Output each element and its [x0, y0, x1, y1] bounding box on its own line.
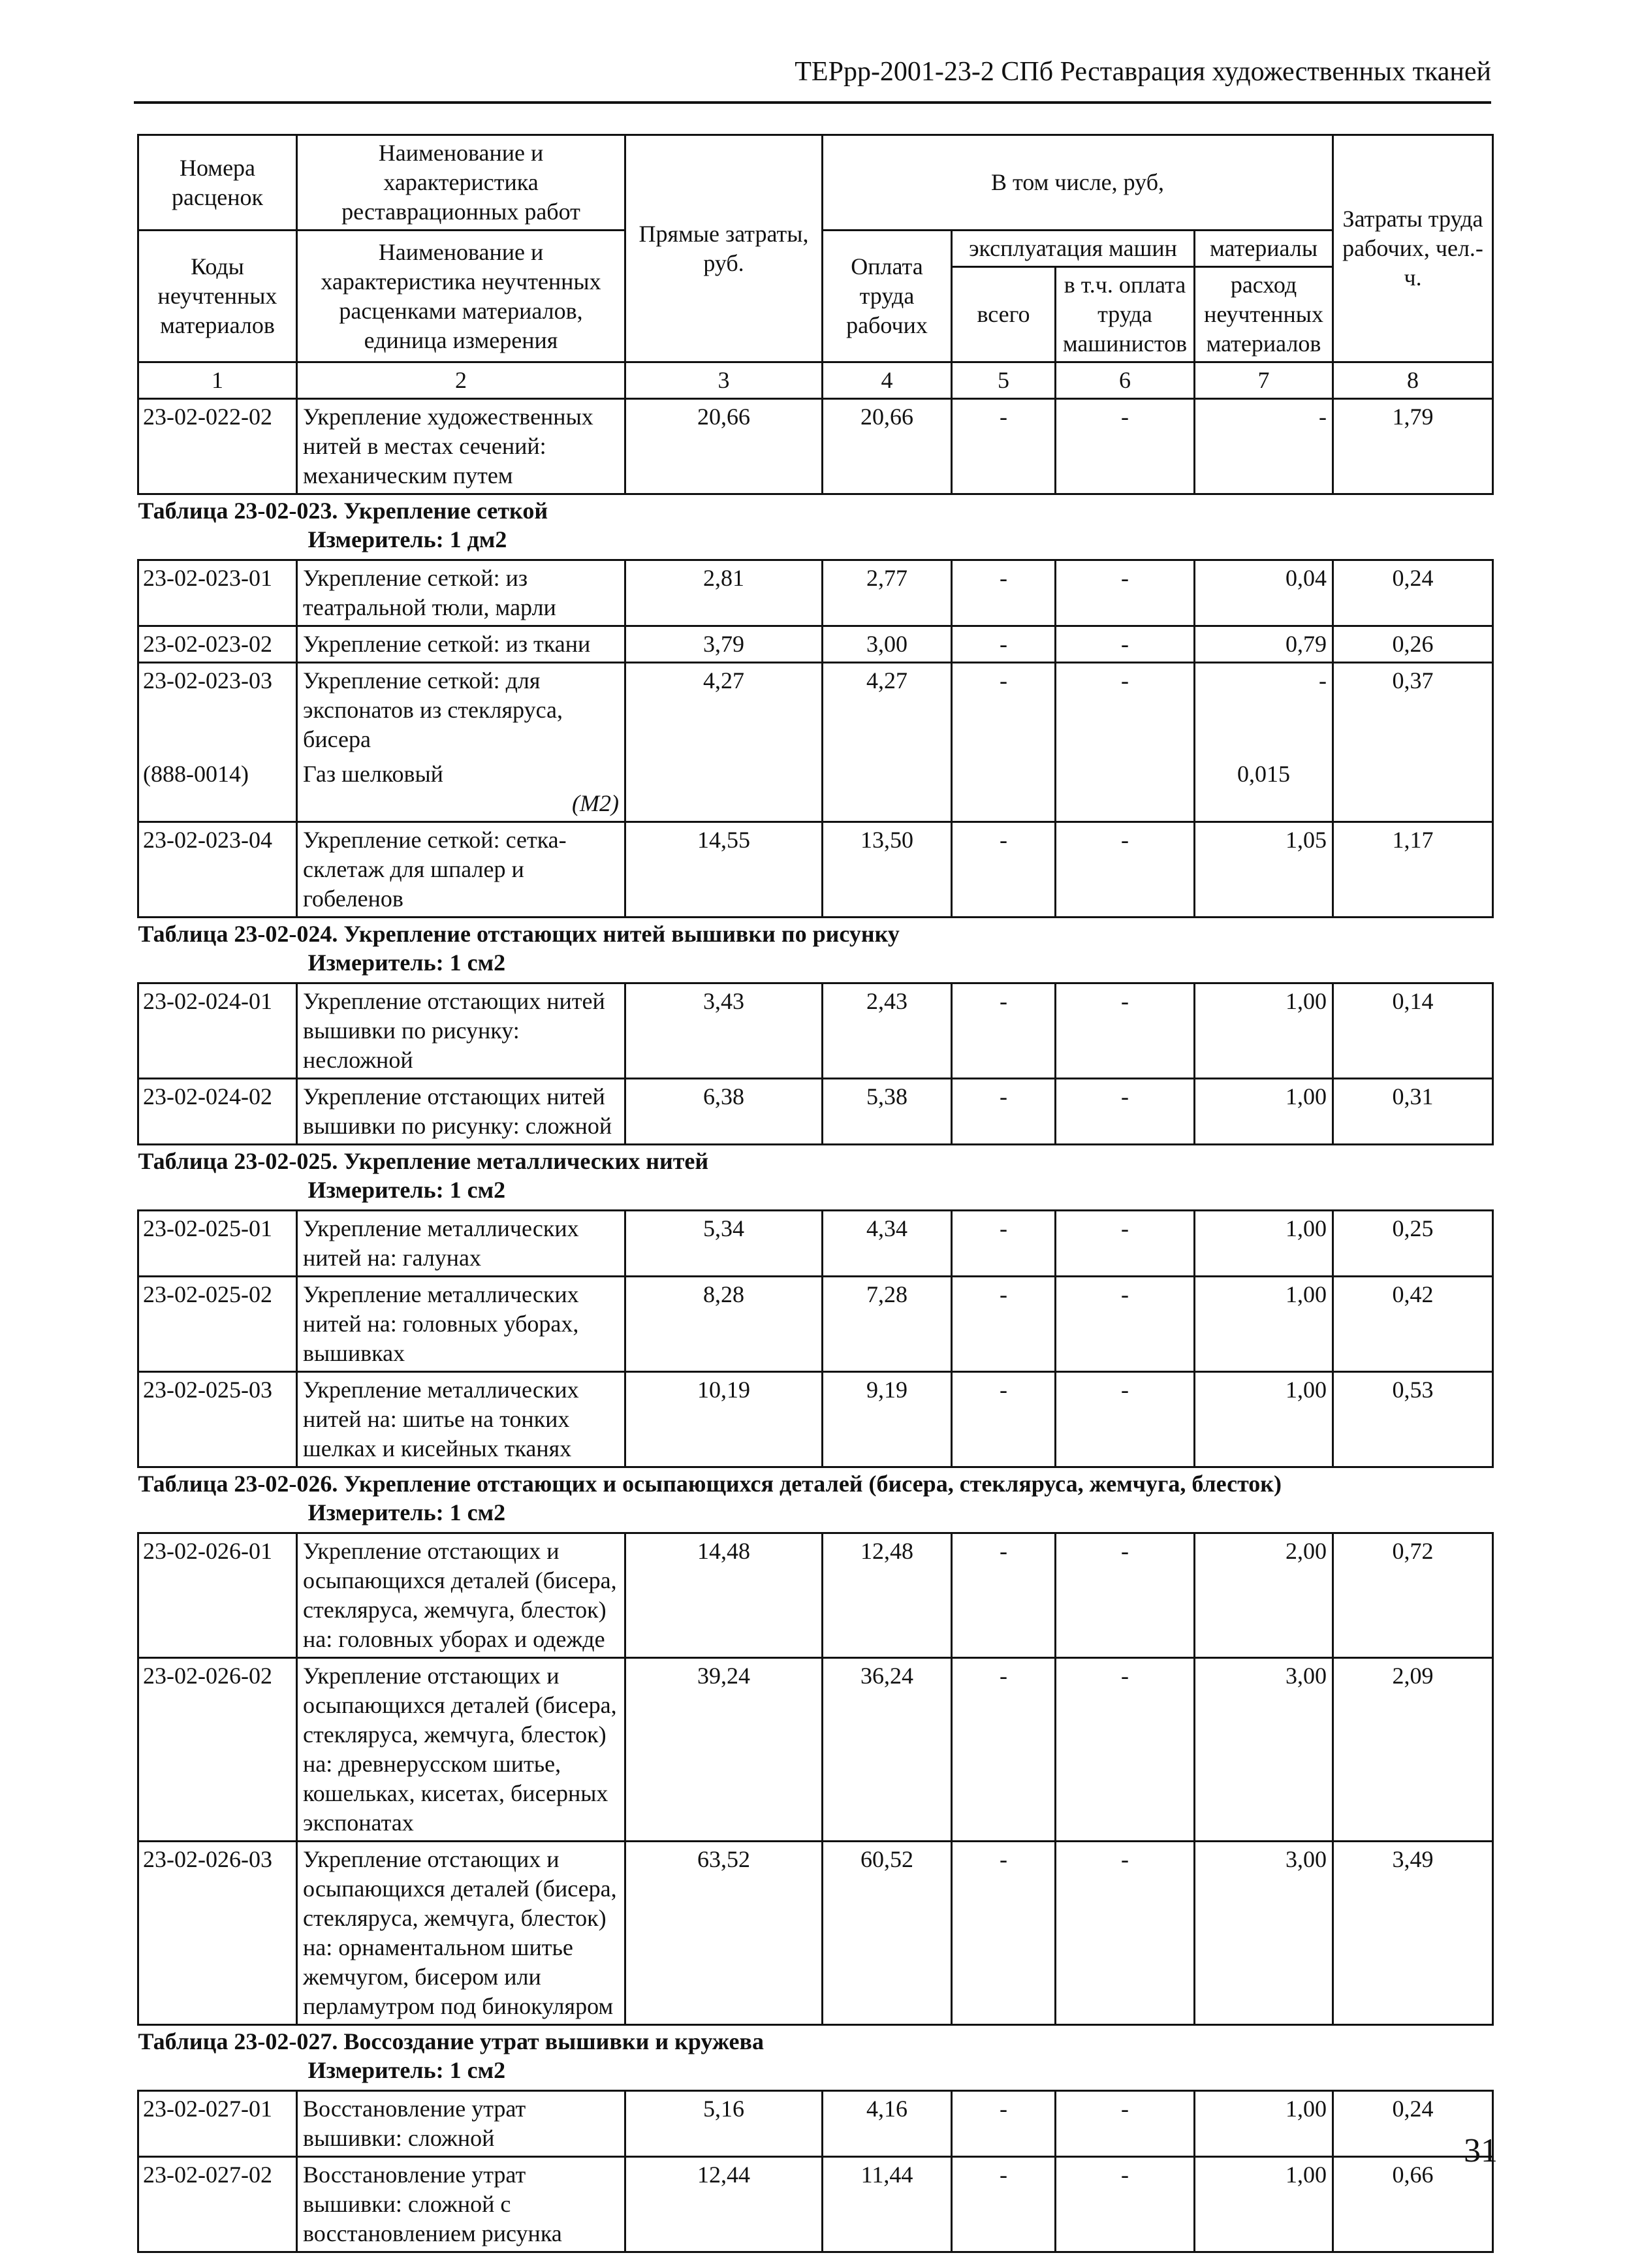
measure-unit: Измеритель: 1 см2: [308, 950, 506, 976]
direct-cost: 2,81: [625, 560, 823, 626]
machines-total: -: [952, 1211, 1056, 1277]
materials-cost: 1,00: [1195, 1211, 1333, 1277]
table-row: [138, 399, 1493, 494]
materials-cost: 1,00: [1195, 1372, 1333, 1467]
rate-code: 23-02-023-02: [138, 626, 297, 663]
machines-total: -: [952, 822, 1056, 918]
materials-cost: -: [1195, 663, 1333, 758]
col-incl: В том числе, руб,: [823, 135, 1333, 231]
rate-name: Укрепление металлических нитей на: шитье на тонких шелках и кисейных тканях: [297, 1372, 625, 1467]
col-mach-total: всего: [952, 267, 1056, 362]
rate-name: Укрепление отстающих и осыпающихся деталей (бисера, стекляруса, жемчуга, блесток) на: древнерусском шитье, кошельках, кисетах, бисерных экспонатах: [297, 1658, 625, 1842]
col-labor: Затраты труда рабочих, чел.-ч.: [1333, 135, 1493, 362]
machines-total: -: [952, 663, 1056, 822]
rate-code: 23-02-026-02: [138, 1658, 297, 1842]
labor-hours: 0,72: [1333, 1533, 1493, 1658]
table-row: [138, 822, 1493, 918]
machines-total: -: [952, 1533, 1056, 1658]
col-materials: материалы: [1195, 231, 1333, 267]
machinist-pay: -: [1056, 626, 1195, 663]
labor-pay: 7,28: [823, 1277, 952, 1372]
labor-hours: 3,49: [1333, 1842, 1493, 2025]
labor-hours: 0,24: [1333, 560, 1493, 626]
header-rule: [134, 101, 1491, 104]
labor-hours: 0,26: [1333, 626, 1493, 663]
machines-total: -: [952, 1079, 1056, 1145]
rate-name: Укрепление сеткой: из ткани: [297, 626, 625, 663]
rate-name: Восстановление утрат вышивки: сложной с восстановлением рисунка: [297, 2157, 625, 2252]
labor-pay: 4,27: [823, 663, 952, 822]
labor-pay: 36,24: [823, 1658, 952, 1842]
machines-total: -: [952, 2091, 1056, 2157]
machinist-pay: -: [1056, 663, 1195, 822]
machinist-pay: -: [1056, 399, 1195, 494]
materials-cost: 1,00: [1195, 1079, 1333, 1145]
materials-cost: 3,00: [1195, 1658, 1333, 1842]
machines-total: -: [952, 399, 1056, 494]
section-heading: [138, 918, 1493, 949]
col-number: 5: [952, 362, 1056, 399]
direct-cost: 6,38: [625, 1079, 823, 1145]
col-number: 8: [1333, 362, 1493, 399]
direct-cost: 3,43: [625, 983, 823, 1079]
machinist-pay: -: [1056, 560, 1195, 626]
measure-unit: Измеритель: 1 см2: [308, 1499, 506, 1525]
rate-name: Укрепление отстающих и осыпающихся деталей (бисера, стекляруса, жемчуга, блесток) на: орнаментальном шитье жемчугом, бисером или перламутром под бинокуляром: [297, 1842, 625, 2025]
machinist-pay: -: [1056, 1842, 1195, 2025]
table-row: [138, 663, 1493, 758]
section-heading: [138, 1145, 1493, 1176]
labor-hours: 0,14: [1333, 983, 1493, 1079]
machinist-pay: -: [1056, 2157, 1195, 2252]
direct-cost: 39,24: [625, 1658, 823, 1842]
materials-cost: 1,00: [1195, 983, 1333, 1079]
rate-name: Укрепление сеткой: для экспонатов из стекляруса, бисера: [297, 663, 625, 758]
rate-name: Восстановление утрат вышивки: сложной: [297, 2091, 625, 2157]
machinist-pay: -: [1056, 1211, 1195, 1277]
rate-code: 23-02-022-02: [138, 399, 297, 494]
rate-name: Укрепление сеткой: сетка-склетаж для шпалер и гобеленов: [297, 822, 625, 918]
material-quantity: 0,015: [1195, 757, 1333, 822]
table-row: [138, 1372, 1493, 1467]
rate-code: 23-02-024-02: [138, 1079, 297, 1145]
column-numbers-row: [138, 362, 1493, 399]
direct-cost: 8,28: [625, 1277, 823, 1372]
direct-cost: 10,19: [625, 1372, 823, 1467]
direct-cost: 4,27: [625, 663, 823, 822]
col-number: 3: [625, 362, 823, 399]
material-unit: (М2): [572, 790, 619, 816]
table-row: [138, 626, 1493, 663]
col-pay: Оплата труда рабочих: [823, 231, 952, 362]
labor-pay: 2,77: [823, 560, 952, 626]
machines-total: -: [952, 2157, 1056, 2252]
col-number: 2: [297, 362, 625, 399]
labor-hours: 0,31: [1333, 1079, 1493, 1145]
materials-cost: 1,00: [1195, 2157, 1333, 2252]
labor-pay: 5,38: [823, 1079, 952, 1145]
labor-pay: 12,48: [823, 1533, 952, 1658]
table-row: [138, 2157, 1493, 2252]
measure-unit: Измеритель: 1 дм2: [308, 526, 507, 552]
material-code: (888-0014): [138, 757, 297, 822]
section-title: Таблица 23-02-026. Укрепление отстающих и осыпающихся деталей (бисера, стекляруса, жемчуга, блесток): [138, 1471, 1282, 1497]
rate-name: Укрепление металлических нитей на: галунах: [297, 1211, 625, 1277]
rate-code: 23-02-024-01: [138, 983, 297, 1079]
machinist-pay: -: [1056, 1277, 1195, 1372]
col-number: 6: [1056, 362, 1195, 399]
rate-name: Укрепление сеткой: из театральной тюли, марли: [297, 560, 625, 626]
materials-cost: -: [1195, 399, 1333, 494]
table-row: [138, 2091, 1493, 2157]
direct-cost: 20,66: [625, 399, 823, 494]
section-measure: [138, 948, 1493, 983]
section-measure: [138, 525, 1493, 560]
direct-cost: 14,48: [625, 1533, 823, 1658]
col-mat-use: расход неучтенных материалов: [1195, 267, 1333, 362]
section-title: Таблица 23-02-027. Воссоздание утрат вышивки и кружева: [138, 2028, 764, 2054]
machines-total: -: [952, 1277, 1056, 1372]
section-measure: [138, 2056, 1493, 2091]
col-num-bottom: Коды неучтенных материалов: [138, 231, 297, 362]
direct-cost: 3,79: [625, 626, 823, 663]
materials-cost: 1,00: [1195, 2091, 1333, 2157]
labor-hours: 2,09: [1333, 1658, 1493, 1842]
rate-code: 23-02-025-02: [138, 1277, 297, 1372]
labor-pay: 4,16: [823, 2091, 952, 2157]
rate-code: 23-02-025-01: [138, 1211, 297, 1277]
rate-code: 23-02-026-03: [138, 1842, 297, 2025]
labor-pay: 3,00: [823, 626, 952, 663]
machinist-pay: -: [1056, 1658, 1195, 1842]
materials-cost: 3,00: [1195, 1842, 1333, 2025]
direct-cost: 14,55: [625, 822, 823, 918]
labor-hours: 0,66: [1333, 2157, 1493, 2252]
col-num-top: Номера расценок: [138, 135, 297, 231]
section-title: Таблица 23-02-025. Укрепление металлических нитей: [138, 1148, 709, 1174]
col-mach-pay: в т.ч. оплата труда машинистов: [1056, 267, 1195, 362]
machines-total: -: [952, 560, 1056, 626]
measure-unit: Измеритель: 1 см2: [308, 2057, 506, 2083]
table-row: [138, 560, 1493, 626]
machinist-pay: -: [1056, 1079, 1195, 1145]
table-row: [138, 1277, 1493, 1372]
materials-cost: 2,00: [1195, 1533, 1333, 1658]
header-row-1: [138, 135, 1493, 231]
measure-unit: Измеритель: 1 см2: [308, 1177, 506, 1203]
labor-pay: 13,50: [823, 822, 952, 918]
material-name: Газ шелковый: [303, 761, 443, 787]
labor-pay: 20,66: [823, 399, 952, 494]
direct-cost: 5,16: [625, 2091, 823, 2157]
rate-code: 23-02-027-01: [138, 2091, 297, 2157]
table-row: [138, 1211, 1493, 1277]
page-header-title: ТЕРрр-2001-23-2 СПб Реставрация художественных тканей: [795, 57, 1491, 87]
direct-cost: 12,44: [625, 2157, 823, 2252]
section-measure: [138, 1175, 1493, 1211]
table-row: [138, 1533, 1493, 1658]
direct-cost: 63,52: [625, 1842, 823, 2025]
page-number: 31: [1464, 2132, 1498, 2169]
rate-code: 23-02-023-03: [138, 663, 297, 758]
materials-cost: 0,04: [1195, 560, 1333, 626]
section-measure: [138, 1498, 1493, 1533]
labor-hours: 0,37: [1333, 663, 1493, 822]
materials-cost: 1,05: [1195, 822, 1333, 918]
table-row: [138, 1079, 1493, 1145]
labor-pay: 9,19: [823, 1372, 952, 1467]
labor-pay: 4,34: [823, 1211, 952, 1277]
rate-code: 23-02-025-03: [138, 1372, 297, 1467]
labor-hours: 0,53: [1333, 1372, 1493, 1467]
rate-name: Укрепление отстающих нитей вышивки по рисунку: несложной: [297, 983, 625, 1079]
col-machines: эксплуатация машин: [952, 231, 1195, 267]
rate-code: 23-02-023-04: [138, 822, 297, 918]
materials-cost: 0,79: [1195, 626, 1333, 663]
material-name-cell: [297, 757, 625, 822]
rate-code: 23-02-026-01: [138, 1533, 297, 1658]
machines-total: -: [952, 1842, 1056, 2025]
table-row: [138, 983, 1493, 1079]
col-number: 1: [138, 362, 297, 399]
table-row: [138, 1842, 1493, 2025]
section-heading: [138, 2025, 1493, 2056]
rate-name: Укрепление отстающих нитей вышивки по рисунку: сложной: [297, 1079, 625, 1145]
labor-hours: 0,24: [1333, 2091, 1493, 2157]
labor-hours: 0,42: [1333, 1277, 1493, 1372]
section-title: Таблица 23-02-023. Укрепление сеткой: [138, 498, 548, 524]
machinist-pay: -: [1056, 1372, 1195, 1467]
labor-hours: 1,79: [1333, 399, 1493, 494]
rates-sheet: [137, 134, 1492, 2253]
col-name-top: Наименование и характеристика реставрационных работ: [297, 135, 625, 231]
col-number: 7: [1195, 362, 1333, 399]
machines-total: -: [952, 1372, 1056, 1467]
labor-pay: 2,43: [823, 983, 952, 1079]
rate-name: Укрепление металлических нитей на: головных уборах, вышивках: [297, 1277, 625, 1372]
section-heading: [138, 494, 1493, 526]
rate-name: Укрепление художественных нитей в местах сечений: механическим путем: [297, 399, 625, 494]
machinist-pay: -: [1056, 2091, 1195, 2157]
machines-total: -: [952, 626, 1056, 663]
labor-pay: 60,52: [823, 1842, 952, 2025]
labor-pay: 11,44: [823, 2157, 952, 2252]
col-number: 4: [823, 362, 952, 399]
table-row: [138, 1658, 1493, 1842]
rate-code: 23-02-023-01: [138, 560, 297, 626]
labor-hours: 1,17: [1333, 822, 1493, 918]
rate-code: 23-02-027-02: [138, 2157, 297, 2252]
rate-name: Укрепление отстающих и осыпающихся деталей (бисера, стекляруса, жемчуга, блесток) на: головных уборах и одежде: [297, 1533, 625, 1658]
machinist-pay: -: [1056, 822, 1195, 918]
machinist-pay: -: [1056, 1533, 1195, 1658]
machines-total: -: [952, 1658, 1056, 1842]
materials-cost: 1,00: [1195, 1277, 1333, 1372]
col-name-bottom: Наименование и характеристика неучтенных расценками материалов, единица измерения: [297, 231, 625, 362]
machines-total: -: [952, 983, 1056, 1079]
labor-hours: 0,25: [1333, 1211, 1493, 1277]
machinist-pay: -: [1056, 983, 1195, 1079]
col-direct: Прямые затраты, руб.: [625, 135, 823, 362]
section-heading: [138, 1467, 1493, 1499]
section-title: Таблица 23-02-024. Укрепление отстающих нитей вышивки по рисунку: [138, 921, 900, 947]
rates-table: [137, 134, 1494, 2253]
direct-cost: 5,34: [625, 1211, 823, 1277]
